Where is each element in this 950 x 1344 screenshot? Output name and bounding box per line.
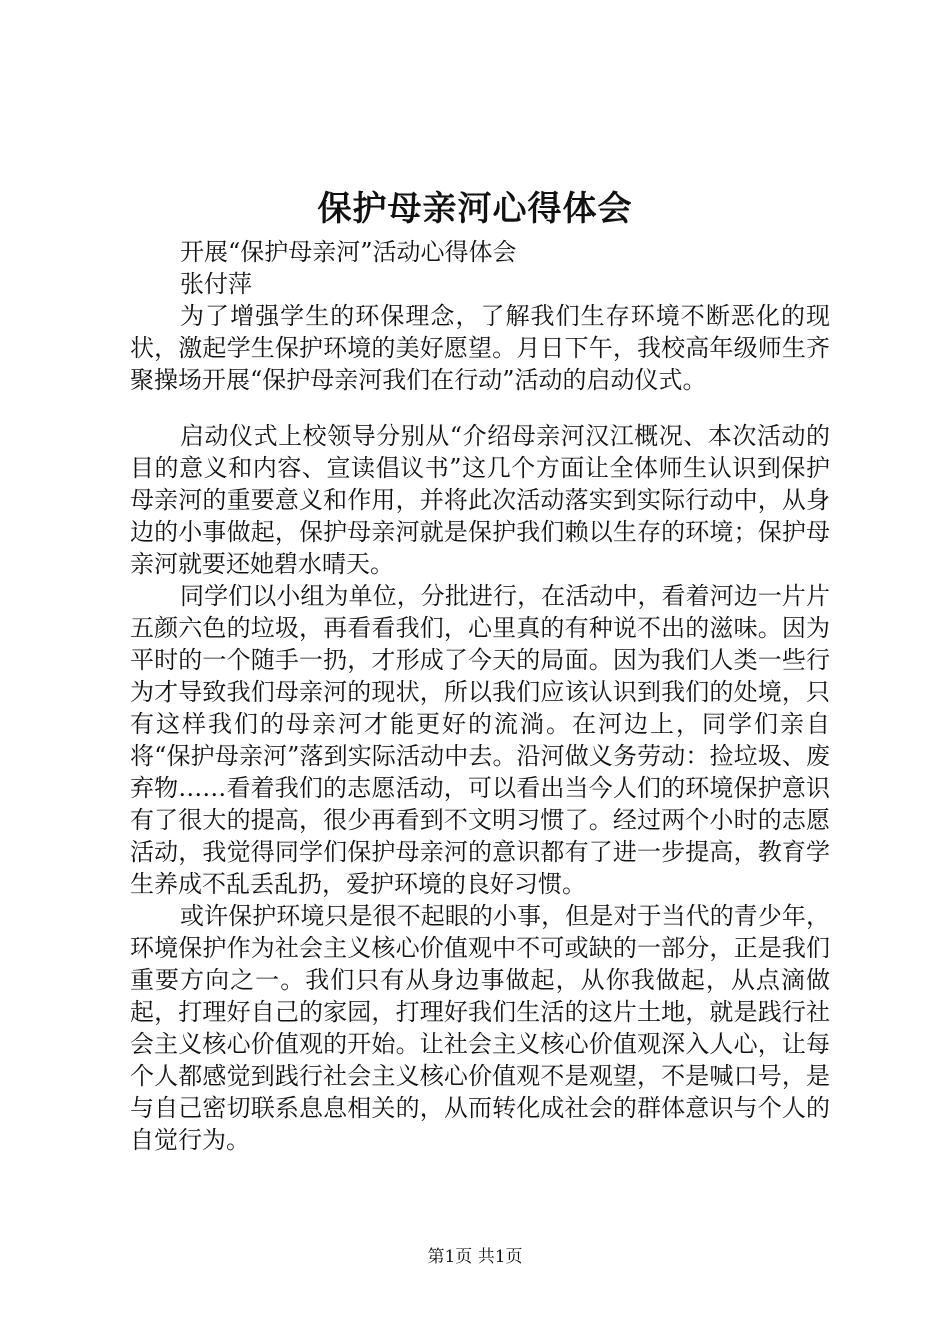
document-author: 张付萍 (180, 270, 252, 298)
document-subtitle: 开展“保护母亲河”活动心得体会 (180, 238, 517, 266)
paragraph-gap (130, 396, 830, 420)
page-number-footer: 第1页 共1页 (427, 1247, 523, 1267)
paragraph-3: 同学们以小组为单位，分批进行，在活动中，看着河边一片片五颜六色的垃圾，再看看我们，心里真的有种说不出的滋味。因为平时的一个随手一扔，才形成了今天的局面。因为我们人类一些行为才导致我们母亲河的现状，所以我们应该认识到我们的处境，只有这样我们的母亲河才能更好的流淌。在河边上，同学们亲自将“保护母亲河”落到实际活动中去。沿河做义务劳动：捡垃圾、废弃物……看着我们的志愿活动，可以看出当今人们的环境保护意识有了很大的提高，很少再看到不文明习惯了。经过两个小时的志愿活动，我觉得同学们保护母亲河的意识都有了进一步提高，教育学生养成不乱丢乱扔，爱护环境的良好习惯。 (130, 582, 830, 898)
document-title: 保护母亲河心得体会 (317, 189, 633, 229)
paragraph-2: 启动仪式上校领导分别从“介绍母亲河汉江概况、本次活动的目的意义和内容、宣读倡议书”这几个方面让全体师生认识到保护母亲河的重要意义和作用，并将此次活动落实到实际行动中，从身边的小事做起，保护母亲河就是保护我们赖以生存的环境；保护母亲河就要还她碧水晴天。 (130, 422, 830, 578)
document-body (130, 236, 830, 1156)
paragraph-1: 为了增强学生的环保理念，了解我们生存环境不断恶化的现状，激起学生保护环境的美好愿望。月日下午，我校高年级师生齐聚操场开展“保护母亲河我们在行动”活动的启动仪式。 (130, 302, 830, 394)
paragraph-4: 或许保护环境只是很不起眼的小事，但是对于当代的青少年，环境保护作为社会主义核心价值观中不可或缺的一部分，正是我们重要方向之一。我们只有从身边事做起，从你我做起，从点滴做起，打理好自己的家园，打理好我们生活的这片土地，就是践行社会主义核心价值观的开始。让社会主义核心价值观深入人心，让每个人都感觉到践行社会主义核心价值观不是观望，不是喊口号，是与自己密切联系息息相关的，从而转化成社会的群体意识与个人的自觉行为。 (130, 902, 830, 1154)
